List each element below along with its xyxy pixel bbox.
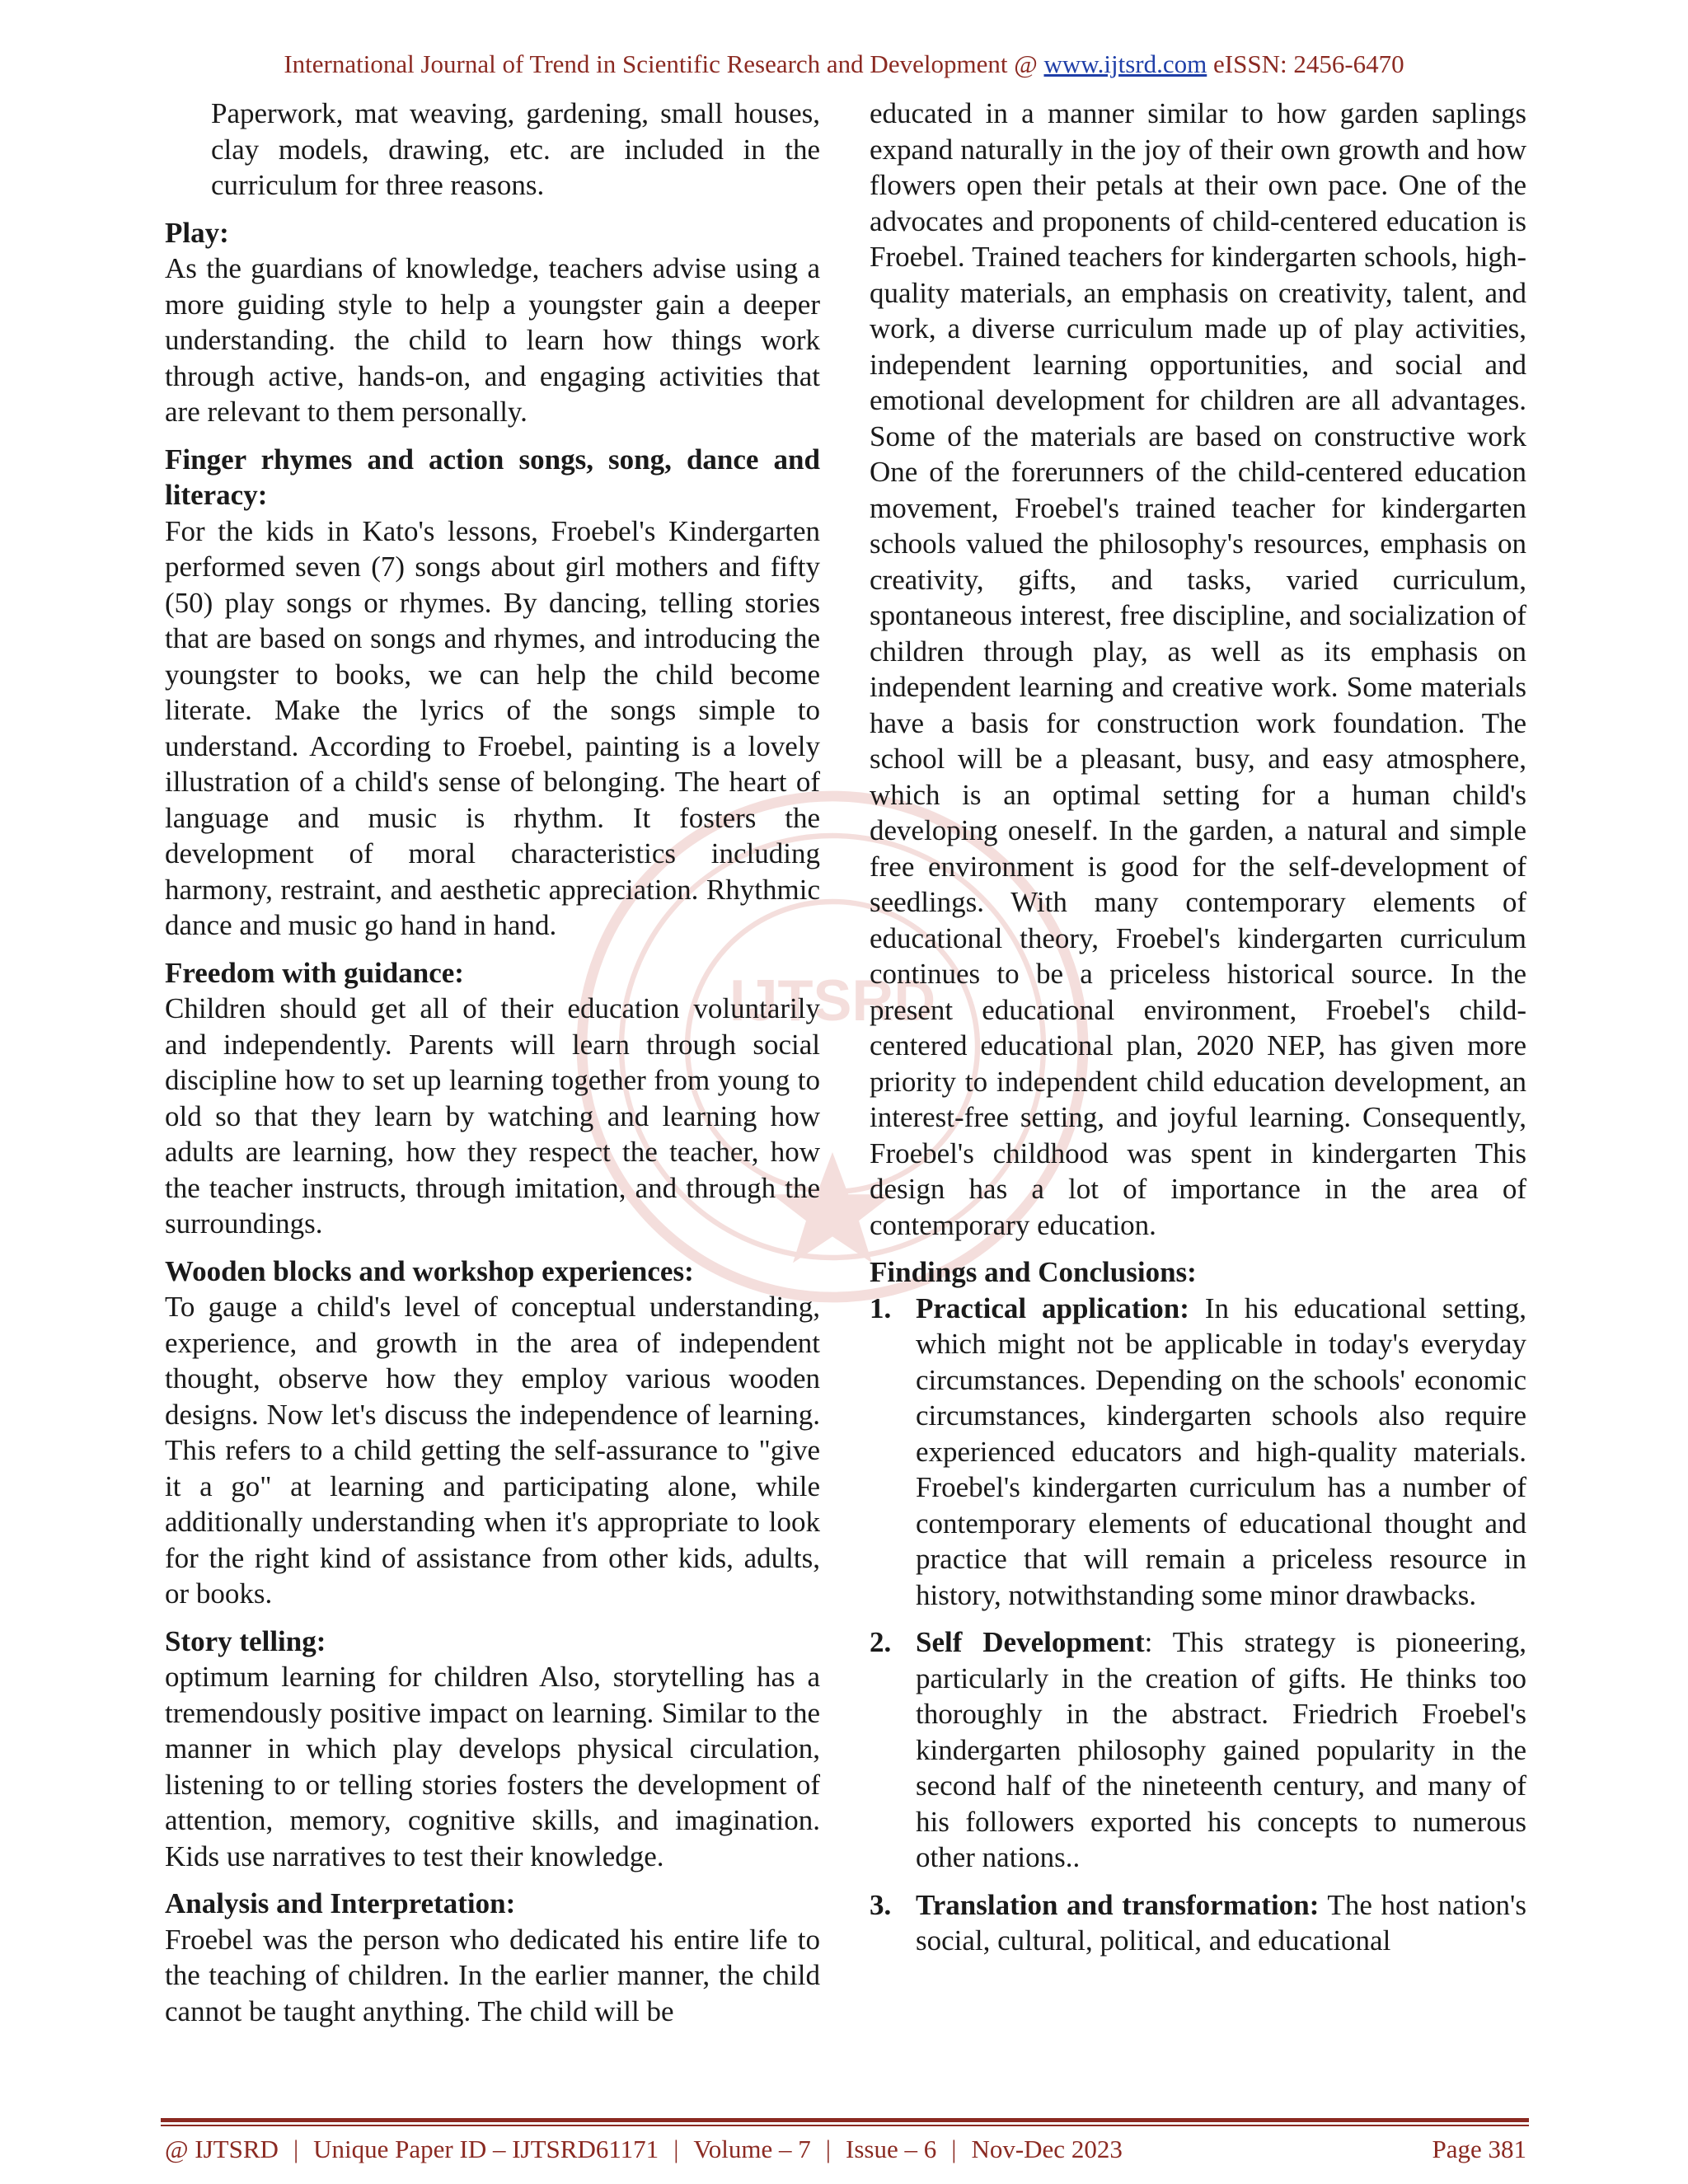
footer-journal: @ IJTSRD (165, 2135, 279, 2163)
section-body-play: As the guardians of knowledge, teachers advise using a more guiding style to help a youngster gain a deeper understanding. the child to learn how things work through active, hands-on, and engaging activities that are relevant to them personally. (165, 252, 820, 428)
journal-header (0, 48, 1688, 81)
findings-heading: Findings and Conclusions: (870, 1256, 1197, 1288)
finding-term: Translation and transformation: (916, 1888, 1320, 1921)
finding-item (870, 1887, 1526, 1959)
section-heading-play: Play: (165, 216, 229, 249)
footer-issue: Issue – 6 (846, 2135, 937, 2163)
section-body-wooden-blocks: To gauge a child's level of conceptual understanding, experience, and growth in the area of independent thought, observe how they employ various wooden designs. Now let's discuss the independence of learning. This refers to a child getting the self-assurance to "give it a go" at learning and participating alone, while additionally understanding when it's appropriate to look for the right kind of assistance from other kids, adults, or books. (165, 1291, 820, 1610)
finding-term: Practical application: (916, 1291, 1189, 1324)
svg-text:IJTSRD: IJTSRD (729, 968, 936, 1033)
section-heading-finger-rhymes: Finger rhymes and action songs, song, dance and literacy: (165, 443, 820, 511)
finding-text: The host nation's social, cultural, political, and educational (916, 1888, 1526, 1957)
section-body-story-telling: optimum learning for children Also, storytelling has a tremendously positive impact on learning. Similar to the manner in which play develops physical circulation, listening to or telling stories fosters the development of attention, memory, cognitive skills, and imagination. Kids use narratives to test their knowledge. (165, 1661, 820, 1872)
footer-page-number: Page 381 (1432, 2135, 1526, 2163)
footer-left: @ IJTSRD | Unique Paper ID – IJTSRD61171 | Volume – 7 | Issue – 6 | Nov-Dec 2023 (165, 2135, 1123, 2163)
footer-divider (161, 2118, 1529, 2122)
section-body-freedom: Children should get all of their education voluntarily and independently. Parents will learn through social discipline how to set up learning together from young to old so that they learn by watching and learning how adults are learning, how they respect the teacher, how the teacher instructs, through imitation, and through the surroundings. (165, 992, 820, 1240)
finding-text: : This strategy is pioneering, particularly in the creation of gifts. He thinks too thoroughly in the abstract. Friedrich Froebel's kindergarten philosophy gained popularity in the second half of the nineteenth century, and many of his followers exported his concepts to numerous other nations.. (916, 1626, 1526, 1873)
page-footer (165, 2133, 1526, 2166)
journal-url-link[interactable]: www.ijtsrd.com (1043, 49, 1207, 78)
finding-term: Self Development (916, 1626, 1145, 1658)
left-column (165, 96, 820, 2029)
intro-paragraph: Paperwork, mat weaving, gardening, small houses, clay models, drawing, etc. are included in the curriculum for three reasons. (211, 97, 820, 201)
finding-text: In his educational setting, which might not be applicable in today's everyday circumstances. Depending on the schools' economic circumstances, kindergarten schools also require experienced educators and high-quality materials. Froebel's kindergarten curriculum has a number of contemporary elements of educational thought and practice that will remain a priceless resource in history, notwithstanding some minor drawbacks. (916, 1291, 1526, 1611)
section-heading-freedom: Freedom with guidance: (165, 956, 464, 989)
header-prefix: International Journal of Trend in Scientific Research and Development @ (284, 49, 1044, 78)
section-body-analysis: Froebel was the person who dedicated his entire life to the teaching of children. In the earlier manner, the child cannot be taught anything. The child will be (165, 1923, 820, 2027)
section-body-finger-rhymes: For the kids in Kato's lessons, Froebel's Kindergarten performed seven (7) songs about girl mothers and fifty (50) play songs or rhymes. By dancing, telling stories that are based on songs and rhymes, and introducing the youngster to books, we can help the child become literate. Make the lyrics of the songs simple to understand. According to Froebel, painting is a lovely illustration of a child's sense of belonging. The heart of language and music is rhythm. It fosters the development of moral characteristics including harmony, restraint, and aesthetic appreciation. Rhythmic dance and music go hand in hand. (165, 514, 820, 941)
findings-list (870, 1291, 1526, 1959)
section-heading-wooden-blocks: Wooden blocks and workshop experiences: (165, 1254, 694, 1287)
section-heading-story-telling: Story telling: (165, 1624, 326, 1657)
finding-number: 2. (870, 1626, 892, 1658)
finding-item (870, 1624, 1526, 1876)
finding-number: 1. (870, 1291, 892, 1324)
footer-paper-id: Unique Paper ID – IJTSRD61171 (313, 2135, 659, 2163)
finding-item (870, 1291, 1526, 1614)
section-heading-analysis: Analysis and Interpretation: (165, 1887, 516, 1919)
footer-date: Nov-Dec 2023 (971, 2135, 1123, 2163)
finding-number: 3. (870, 1888, 892, 1921)
right-column (870, 96, 1526, 1959)
footer-divider-thin (161, 2125, 1529, 2126)
continuation-paragraph: educated in a manner similar to how garden saplings expand naturally in the joy of their own growth and how flowers open their petals at their own pace. One of the advocates and proponents of child-centered education is Froebel. Trained teachers for kindergarten schools, high-quality materials, an emphasis on creativity, talent, and work, a diverse curriculum made up of play activities, independent learning opportunities, and social and emotional development for children are all advantages. Some of the materials are based on constructive work One of the forerunners of the child-centered education movement, Froebel's trained teacher for kindergarten schools valued the philosophy's resources, emphasis on creativity, gifts, and tasks, varied curriculum, spontaneous interest, free discipline, and socialization of children through play, as well as its emphasis on independent learning and creative work. Some materials have a basis for construction work foundation. The school will be a pleasant, busy, and easy atmosphere, which is an optimal setting for a human child's developing oneself. In the garden, a natural and simple free environment is good for the self-development of seedlings. With many contemporary elements of educational theory, Froebel's kindergarten curriculum continues to be a priceless historical source. In the present educational environment, Froebel's child-centered educational plan, 2020 NEP, has given more priority to independent child education development, an interest-free setting, and joyful learning. Consequently, Froebel's childhood was spent in kindergarten This design has a lot of importance in the area of contemporary education. (870, 97, 1526, 1241)
header-suffix: eISSN: 2456-6470 (1207, 49, 1404, 78)
footer-volume: Volume – 7 (693, 2135, 811, 2163)
